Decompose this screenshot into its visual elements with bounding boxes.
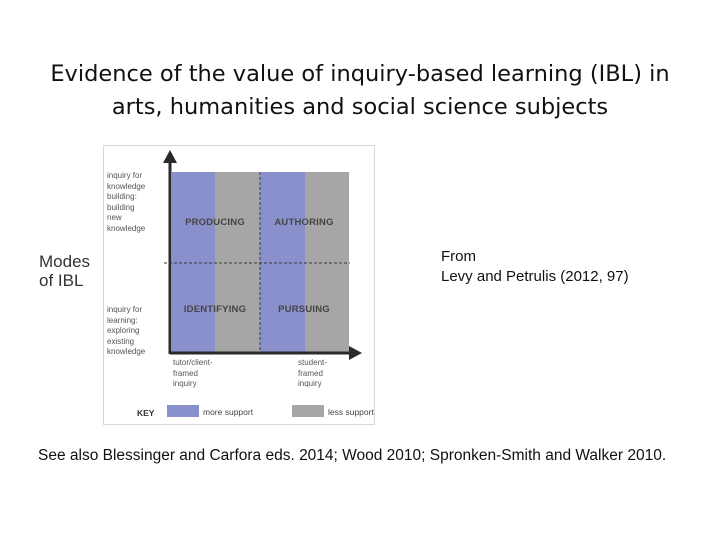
stripe-student-less-support (305, 172, 349, 352)
cell-authoring: AUTHORING (274, 217, 334, 228)
y-axis-top-label: inquiry for knowledge building: building new knowledge (107, 171, 146, 233)
modes-of-ibl-label (39, 252, 90, 290)
x-axis-left-label: tutor/client- framed inquiry (173, 358, 213, 389)
key-title: KEY (137, 408, 155, 418)
slide-title-line-2: arts, humanities and social science subjects (111, 94, 609, 120)
slide-title-line-1: Evidence of the value of inquiry-based learning (IBL) in (50, 61, 670, 87)
source-citation-line-2: Levy and Petrulis (2012, 97) (441, 268, 629, 285)
see-also-references: See also Blessinger and Carfora eds. 2014; Wood 2010; Spronken-Smith and Walker 2010. (38, 447, 667, 464)
y-axis-arrowhead (163, 150, 177, 163)
cell-identifying: IDENTIFYING (183, 304, 247, 315)
stripe-tutor-more-support (172, 172, 215, 352)
modes-label-line-1: Modes (39, 252, 91, 271)
source-citation-line-1: From (441, 248, 476, 265)
key-label-less-support: less support (328, 407, 374, 417)
slide-title (20, 58, 700, 124)
y-axis-bottom-label: inquiry for learning: exploring existing knowledge (107, 305, 146, 357)
key-swatch-more-support (167, 405, 199, 417)
cell-pursuing: PURSUING (278, 304, 330, 315)
x-axis-arrowhead (349, 346, 362, 360)
key-label-more-support: more support (203, 407, 254, 417)
stripe-student-more-support (260, 172, 305, 352)
source-citation (441, 247, 629, 287)
cell-producing: PRODUCING (185, 217, 245, 228)
ibl-quadrant-figure (103, 145, 375, 425)
modes-label-line-2: of IBL (39, 271, 84, 290)
x-axis-right-label: student- framed inquiry (298, 358, 327, 389)
key-swatch-less-support (292, 405, 324, 417)
stripe-tutor-less-support (215, 172, 260, 352)
